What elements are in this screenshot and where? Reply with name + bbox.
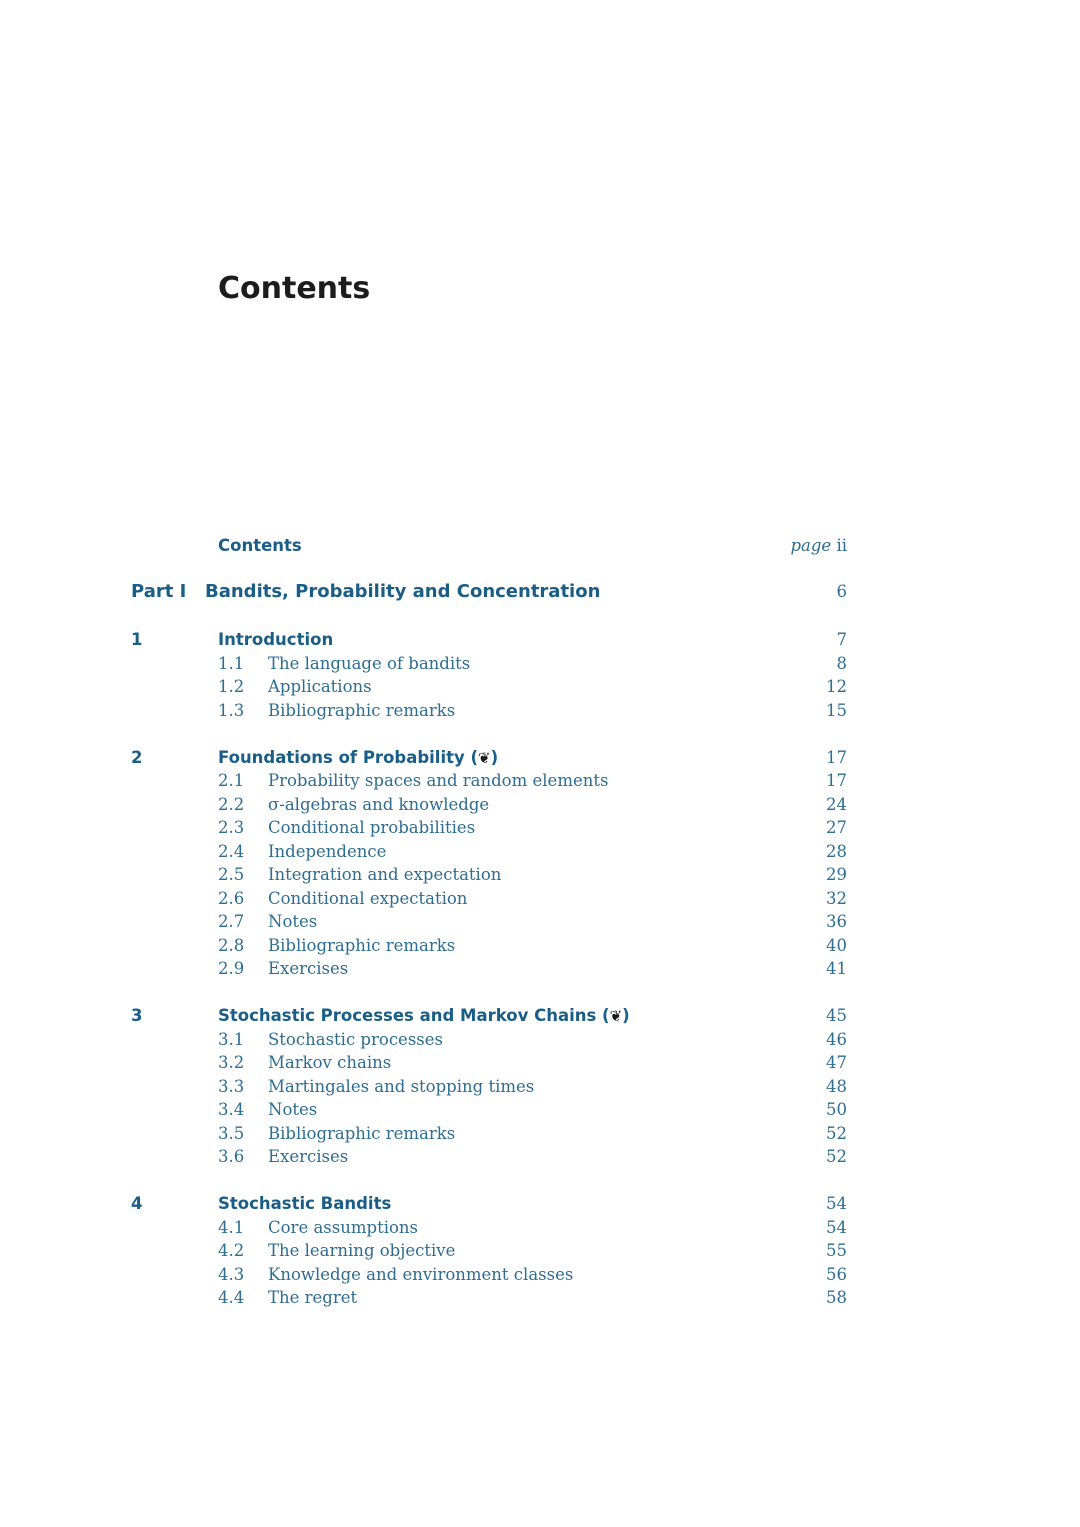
section-page: 29: [826, 865, 847, 884]
section-number: 2.6: [218, 889, 245, 908]
section-number: 3.1: [218, 1030, 245, 1049]
toc-chapter-1[interactable]: [0, 628, 1080, 652]
toc-section[interactable]: [0, 1239, 1080, 1263]
section-title: Bibliographic remarks: [268, 701, 456, 720]
part-label: Part I: [131, 581, 187, 602]
section-title: The learning objective: [268, 1241, 456, 1260]
kangaroo-icon: ❦: [609, 1007, 623, 1025]
section-number: 2.2: [218, 795, 245, 814]
toc-contents-page: [790, 534, 847, 558]
section-page: 48: [826, 1077, 847, 1096]
section-page: 47: [826, 1053, 847, 1072]
toc-contents-entry[interactable]: [0, 534, 1080, 558]
section-title: Core assumptions: [268, 1218, 418, 1237]
toc-section[interactable]: [0, 1098, 1080, 1122]
part-page: 6: [836, 582, 847, 601]
section-number: 2.8: [218, 936, 245, 955]
section-number: 3.5: [218, 1124, 245, 1143]
chapter-title: Introduction: [218, 630, 334, 649]
chapter-title-end: ): [622, 1006, 630, 1025]
toc-chapter-3[interactable]: [0, 1004, 1080, 1028]
chapter-page: 7: [836, 630, 847, 649]
section-title: Markov chains: [268, 1053, 392, 1072]
page-title: Contents: [218, 271, 371, 306]
toc-part-entry[interactable]: [0, 580, 1080, 604]
section-title: Notes: [268, 1100, 318, 1119]
toc-section[interactable]: [0, 793, 1080, 817]
toc-section[interactable]: [0, 863, 1080, 887]
toc-section[interactable]: [0, 1216, 1080, 1240]
section-number: 4.2: [218, 1241, 245, 1260]
toc-section[interactable]: [0, 910, 1080, 934]
section-number: 3.2: [218, 1053, 245, 1072]
section-title: Stochastic processes: [268, 1030, 443, 1049]
toc-section[interactable]: [0, 840, 1080, 864]
section-page: 32: [826, 889, 847, 908]
chapter-title: [218, 1004, 630, 1028]
chapter-number: 4: [131, 1194, 143, 1213]
toc-section[interactable]: [0, 957, 1080, 981]
section-number: 2.4: [218, 842, 245, 861]
section-title: Conditional probabilities: [268, 818, 476, 837]
section-number: 2.9: [218, 959, 245, 978]
toc-section[interactable]: [0, 1145, 1080, 1169]
section-title: The regret: [268, 1288, 358, 1307]
section-page: 55: [826, 1241, 847, 1260]
section-page: 24: [826, 795, 847, 814]
section-title: Martingales and stopping times: [268, 1077, 535, 1096]
toc-section[interactable]: [0, 699, 1080, 723]
chapter-page: 54: [826, 1194, 847, 1213]
toc-section[interactable]: [0, 675, 1080, 699]
section-page: 58: [826, 1288, 847, 1307]
section-page: 50: [826, 1100, 847, 1119]
kangaroo-icon: ❦: [478, 749, 491, 767]
section-title: Conditional expectation: [268, 889, 468, 908]
toc-section[interactable]: [0, 769, 1080, 793]
section-number: 4.1: [218, 1218, 245, 1237]
section-page: 41: [826, 959, 847, 978]
section-title: Exercises: [268, 1147, 349, 1166]
section-number: 1.2: [218, 677, 245, 696]
section-number: 1.1: [218, 654, 245, 673]
chapter-title: [218, 746, 498, 770]
section-title: Bibliographic remarks: [268, 936, 456, 955]
toc-section[interactable]: [0, 816, 1080, 840]
section-number: 2.5: [218, 865, 245, 884]
section-number: 1.3: [218, 701, 245, 720]
chapter-title-text: Stochastic Processes and Markov Chains (: [218, 1006, 610, 1025]
section-page: 28: [826, 842, 847, 861]
toc-section[interactable]: [0, 934, 1080, 958]
section-number: 4.4: [218, 1288, 245, 1307]
toc-chapter-2[interactable]: [0, 746, 1080, 770]
chapter-title-end: ): [490, 748, 499, 767]
section-page: 52: [826, 1147, 847, 1166]
section-number: 3.6: [218, 1147, 245, 1166]
section-title: Exercises: [268, 959, 349, 978]
toc-chapter-4[interactable]: [0, 1192, 1080, 1216]
part-title: Bandits, Probability and Concentration: [205, 581, 601, 602]
section-number: 4.3: [218, 1265, 245, 1284]
section-number: 3.3: [218, 1077, 245, 1096]
toc-section[interactable]: [0, 1286, 1080, 1310]
chapter-page: 45: [826, 1006, 847, 1025]
section-page: 15: [826, 701, 847, 720]
chapter-page: 17: [826, 748, 847, 767]
page-number: ii: [836, 536, 847, 555]
chapter-title: Stochastic Bandits: [218, 1194, 392, 1213]
section-page: 40: [826, 936, 847, 955]
section-number: 2.1: [218, 771, 245, 790]
section-page: 52: [826, 1124, 847, 1143]
section-number: 3.4: [218, 1100, 245, 1119]
toc-section[interactable]: [0, 652, 1080, 676]
section-title: Integration and expectation: [268, 865, 502, 884]
toc-section[interactable]: [0, 1028, 1080, 1052]
section-number: 2.3: [218, 818, 245, 837]
section-page: 46: [826, 1030, 847, 1049]
chapter-number: 2: [131, 748, 143, 767]
toc-section[interactable]: [0, 1051, 1080, 1075]
toc-section[interactable]: [0, 1075, 1080, 1099]
chapter-title-text: Foundations of Probability (: [218, 748, 479, 767]
section-title: σ-algebras and knowledge: [268, 795, 490, 814]
chapter-number: 1: [131, 630, 143, 649]
toc-section[interactable]: [0, 1122, 1080, 1146]
section-title: Independence: [268, 842, 387, 861]
toc-section[interactable]: [0, 1263, 1080, 1287]
section-page: 27: [826, 818, 847, 837]
section-page: 36: [826, 912, 847, 931]
section-page: 8: [836, 654, 847, 673]
section-title: Notes: [268, 912, 318, 931]
section-title: The language of bandits: [268, 654, 471, 673]
section-page: 17: [826, 771, 847, 790]
section-title: Knowledge and environment classes: [268, 1265, 574, 1284]
section-number: 2.7: [218, 912, 245, 931]
chapter-number: 3: [131, 1006, 143, 1025]
toc-section[interactable]: [0, 887, 1080, 911]
section-title: Bibliographic remarks: [268, 1124, 456, 1143]
section-page: 12: [826, 677, 847, 696]
page-word: page: [790, 536, 832, 555]
section-page: 54: [826, 1218, 847, 1237]
section-title: Applications: [268, 677, 372, 696]
toc-contents-title: Contents: [218, 536, 302, 555]
section-page: 56: [826, 1265, 847, 1284]
section-title: Probability spaces and random elements: [268, 771, 609, 790]
